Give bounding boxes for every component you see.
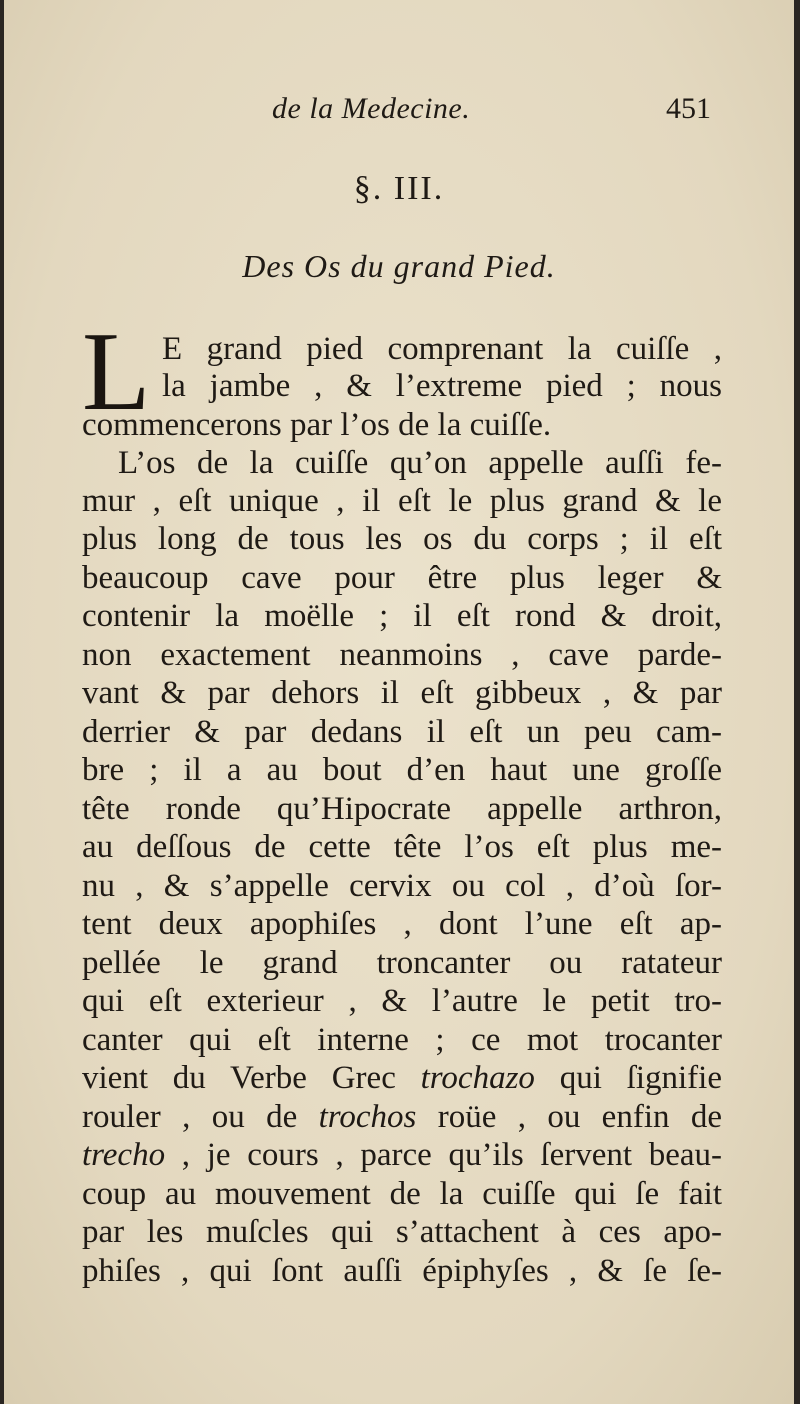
text-line: tête ronde qu’Hipocrate appelle arthron, bbox=[82, 791, 722, 827]
italic-word: trochos bbox=[318, 1099, 417, 1135]
text-line: plus long de tous les os du corps ; il eſt bbox=[82, 521, 722, 557]
text-line: qui eſt exterieur , & l’autre le petit tro- bbox=[82, 983, 722, 1019]
text-line: au deſſous de cette tête l’os eſt plus me- bbox=[82, 829, 722, 865]
text-line: nu , & s’appelle cervix ou col , d’où ſor- bbox=[82, 868, 722, 904]
text-line bbox=[82, 1136, 722, 1174]
text-run: , je cours , parce qu’ils ſervent beau- bbox=[165, 1137, 722, 1173]
text-line: derrier & par dedans il eſt un peu cam- bbox=[82, 714, 722, 750]
text-line: mur , eſt unique , il eſt le plus grand & le bbox=[82, 483, 722, 519]
text-line: par les muſcles qui s’attachent à ces apo- bbox=[82, 1214, 722, 1250]
text-line bbox=[82, 1059, 722, 1097]
page-header bbox=[4, 92, 794, 132]
text-line: contenir la moëlle ; il eſt rond & droit, bbox=[82, 598, 722, 634]
text-line: bre ; il a au bout d’en haut une groſſe bbox=[82, 752, 722, 788]
section-number: §. III. bbox=[353, 170, 445, 207]
running-title: de la Medecine. bbox=[272, 92, 471, 125]
text-line: canter qui eſt interne ; ce mot trocanter bbox=[82, 1022, 722, 1058]
text-line: commencerons par l’os de la cuiſſe. bbox=[82, 407, 552, 443]
section-title: Des Os du grand Pied. bbox=[242, 248, 556, 284]
italic-word: trochazo bbox=[420, 1060, 535, 1096]
text-line: phiſes , qui ſont auſſi épiphyſes , & ſe ſe- bbox=[82, 1253, 722, 1289]
text-line: pellée le grand troncanter ou ratateur bbox=[82, 945, 722, 981]
text-line: non exactement neanmoins , cave parde- bbox=[82, 637, 722, 673]
text-run: roüe , ou enfin de bbox=[416, 1099, 722, 1135]
text-line: beaucoup cave pour être plus leger & bbox=[82, 560, 722, 596]
drop-cap: L bbox=[82, 310, 151, 434]
text-line: tent deux apophiſes , dont l’une eſt ap- bbox=[82, 906, 722, 942]
italic-word: trecho bbox=[82, 1137, 166, 1173]
page-number: 451 bbox=[666, 92, 711, 125]
book-page bbox=[4, 0, 794, 1404]
text-run: qui ſignifie bbox=[534, 1060, 722, 1096]
text-line bbox=[82, 1098, 722, 1136]
text-line: vant & par dehors il eſt gibbeux , & par bbox=[82, 675, 722, 711]
text-line: E grand pied comprenant la cuiſſe , bbox=[162, 331, 722, 367]
text-run: vient du Verbe Grec bbox=[82, 1060, 421, 1096]
text-run: rouler , ou de bbox=[82, 1099, 319, 1135]
text-line: la jambe , & l’extreme pied ; nous bbox=[162, 368, 722, 404]
text-line: L’os de la cuiſſe qu’on appelle auſſi fe- bbox=[118, 445, 722, 481]
text-line: coup au mouvement de la cuiſſe qui ſe fait bbox=[82, 1176, 722, 1212]
